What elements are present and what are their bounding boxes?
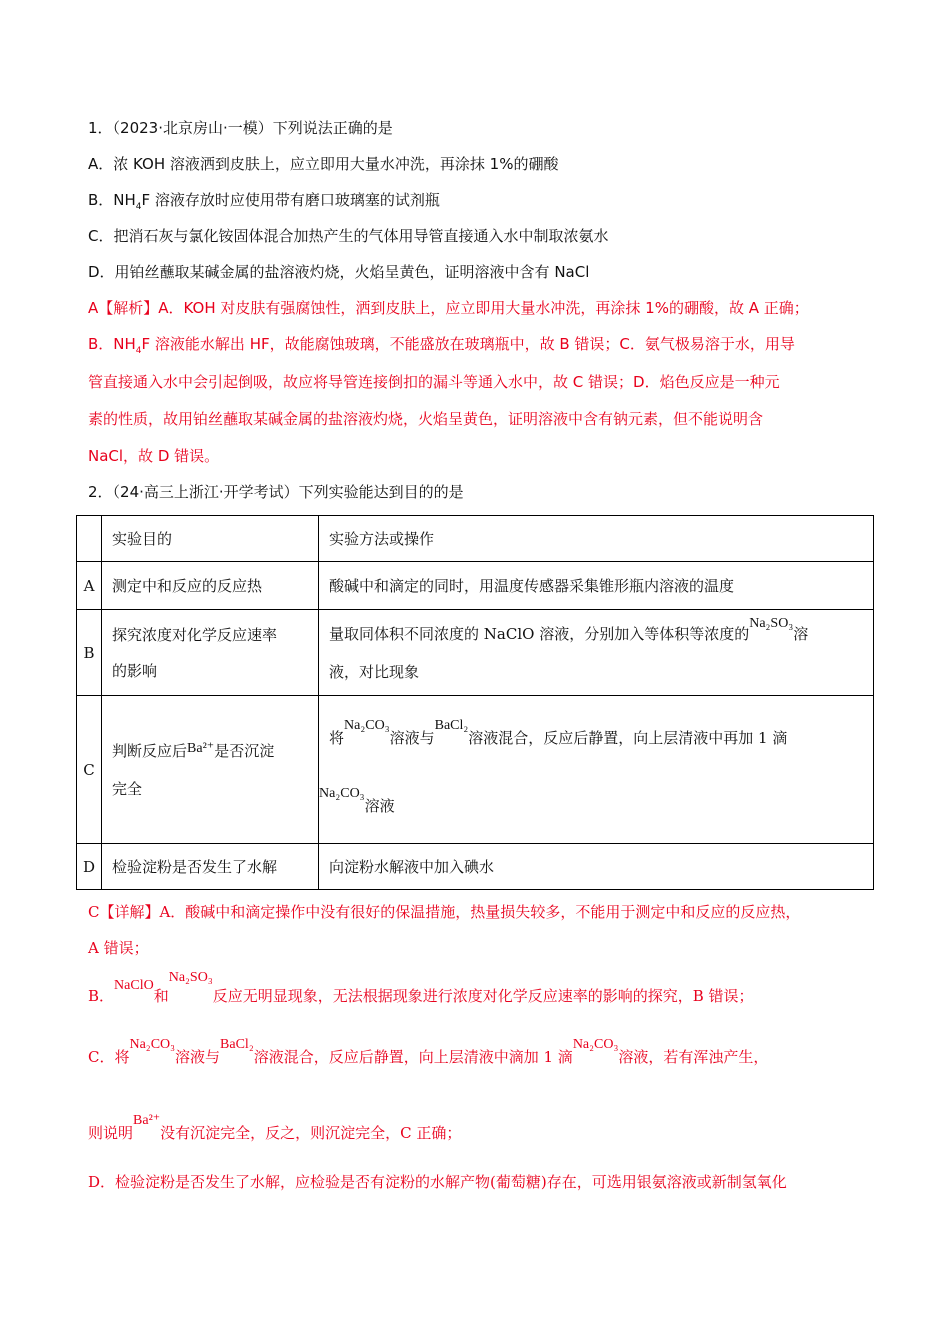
row-method-line2 <box>319 758 863 826</box>
chem-formula: NaClO <box>114 978 154 993</box>
table-row <box>77 562 874 610</box>
q1-option-b-pre: B．NH <box>88 191 136 209</box>
detail-text: 溶液与 <box>175 1048 221 1066</box>
q1-analysis-line1: A【解析】A．KOH 对皮肤有强腐蚀性，洒到皮肤上，应立即用大量水冲洗，再涂抹 1%的硼酸，故 A 正确； <box>88 299 809 317</box>
chem-formula: Na₂CO₃ <box>129 1037 176 1052</box>
chem-ion: Ba²⁺ <box>133 1113 161 1128</box>
row-method-text: 溶液 <box>364 796 395 815</box>
detail-text: 溶液混合，反应后静置，向上层清液中滴加 1 滴 <box>253 1048 573 1066</box>
row-purpose-line1 <box>112 733 308 771</box>
q2-stem <box>88 482 464 502</box>
chem-formula: BaCl₂ <box>434 717 469 733</box>
q1-stem-text: （2023·北京房山·一模）下列说法正确的是 <box>112 119 393 137</box>
q2-detail-c2 <box>88 1113 462 1145</box>
q1-number: 1． <box>88 119 113 137</box>
q1-option-d: D．用铂丝蘸取某碱金属的盐溶液灼烧，火焰呈黄色，证明溶液中含有 NaCl <box>88 263 590 281</box>
q2-number: 2． <box>88 483 113 501</box>
q2-detail-line1: C【详解】A．酸碱中和滴定操作中没有很好的保温措施，热量损失较多，不能用于测定中和反应的反应热， <box>88 903 801 921</box>
row-purpose: 测定中和反应的反应热 <box>102 562 319 610</box>
row-method-line1 <box>329 714 863 758</box>
chem-formula: Na₂CO₃ <box>319 785 365 801</box>
q1-option-c: C．把消石灰与氯化铵固体混合加热产生的气体用导管直接通入水中制取浓氨水 <box>88 227 609 245</box>
detail-text: 和 <box>153 987 169 1005</box>
q1-analysis-line2-pre: B．NH <box>88 335 136 353</box>
row-label: A <box>77 562 102 610</box>
row-purpose-text: 是否沉淀 <box>214 741 275 760</box>
q1-analysis-line2 <box>88 334 795 354</box>
chem-formula: Na₂CO₃ <box>344 717 390 733</box>
chem-formula: Na₂CO₃ <box>572 1037 619 1052</box>
row-purpose-line2: 完全 <box>112 779 143 798</box>
q2-detail-b <box>88 970 754 1008</box>
row-method <box>319 610 874 696</box>
table-row <box>77 844 874 890</box>
q1-option-a: A．浓 KOH 溶液洒到皮肤上，应立即用大量水冲洗，再涂抹 1%的硼酸 <box>88 155 559 173</box>
q1-option-b-post: F 溶液存放时应使用带有磨口玻璃塞的试剂瓶 <box>141 191 440 209</box>
row-label: B <box>77 610 102 696</box>
table-row <box>77 696 874 844</box>
chem-formula: Na₂SO₃ <box>168 970 213 985</box>
q1-analysis-line4: 素的性质，故用铂丝蘸取某碱金属的盐溶液灼烧，火焰呈黄色，证明溶液中含有钠元素，但不能说明含 <box>88 410 764 428</box>
row-method: 酸碱中和滴定的同时，用温度传感器采集锥形瓶内溶液的温度 <box>319 562 874 610</box>
table-header-cell: 实验目的 <box>102 516 319 562</box>
q1-stem <box>88 118 393 138</box>
row-method <box>319 696 874 844</box>
row-method-line1 <box>329 616 863 654</box>
row-method: 向淀粉水解液中加入碘水 <box>319 844 874 890</box>
q1-analysis-line5: NaCl，故 D 错误。 <box>88 447 220 465</box>
detail-text: 则说明 <box>88 1124 134 1142</box>
q1-analysis-line2-post: F 溶液能水解出 HF，故能腐蚀玻璃，不能盛放在玻璃瓶中，故 B 错误；C．氨气极易溶于水，用导 <box>141 335 795 353</box>
table-header-cell: 实验方法或操作 <box>319 516 874 562</box>
row-method-text: 将 <box>329 728 345 747</box>
row-method-line2: 液，对比现象 <box>329 662 420 681</box>
q1-analysis-line2-sub: 4 <box>135 346 142 356</box>
q2-detail-c <box>88 1037 769 1069</box>
row-method-text: 量取同体积不同浓度的 NaClO 溶液，分别加入等体积等浓度的 <box>329 624 750 643</box>
chem-formula: BaCl₂ <box>220 1037 254 1052</box>
q1-analysis-line3: 管直接通入水中会引起倒吸，故应将导管连接倒扣的漏斗等通入水中，故 C 错误；D．焰色反应是一种元 <box>88 373 780 391</box>
row-purpose: 检验淀粉是否发生了水解 <box>102 844 319 890</box>
chem-formula: Na₂SO₃ <box>749 615 794 631</box>
row-method-text: 溶液混合，反应后静置，向上层清液中再加 1 滴 <box>468 728 788 747</box>
row-label: C <box>77 696 102 844</box>
row-purpose-text: 判断反应后 <box>112 741 188 760</box>
detail-text: B． <box>88 987 115 1005</box>
row-purpose <box>102 610 319 696</box>
row-purpose-line2: 的影响 <box>112 661 158 680</box>
detail-text: 反应无明显现象，无法根据现象进行浓度对化学反应速率的影响的探究，B 错误； <box>212 987 754 1005</box>
detail-text: C．将 <box>88 1048 130 1066</box>
row-method-text: 溶液与 <box>389 728 435 747</box>
q2-experiment-table <box>76 515 874 890</box>
q2-detail-line2: A 错误； <box>88 939 149 957</box>
row-purpose <box>102 696 319 844</box>
row-method-text: 溶 <box>793 624 809 643</box>
row-purpose-line1: 探究浓度对化学反应速率 <box>112 625 278 644</box>
row-label: D <box>77 844 102 890</box>
detail-text: 溶液，若有浑浊产生， <box>618 1048 769 1066</box>
chem-ion: Ba²⁺ <box>187 740 215 756</box>
table-header-row <box>77 516 874 562</box>
table-header-cell <box>77 516 102 562</box>
detail-text: 没有沉淀完全，反之，则沉淀完全，C 正确； <box>160 1124 462 1142</box>
q2-stem-text: （24·高三上浙江·开学考试）下列实验能达到目的的是 <box>112 483 464 501</box>
q1-option-b <box>88 190 440 210</box>
q2-detail-d: D．检验淀粉是否发生了水解，应检验是否有淀粉的水解产物(葡萄糖)存在，可选用银氨溶液或新制氢氧化 <box>88 1173 787 1191</box>
table-row <box>77 610 874 696</box>
q1-option-b-sub: 4 <box>135 202 142 212</box>
